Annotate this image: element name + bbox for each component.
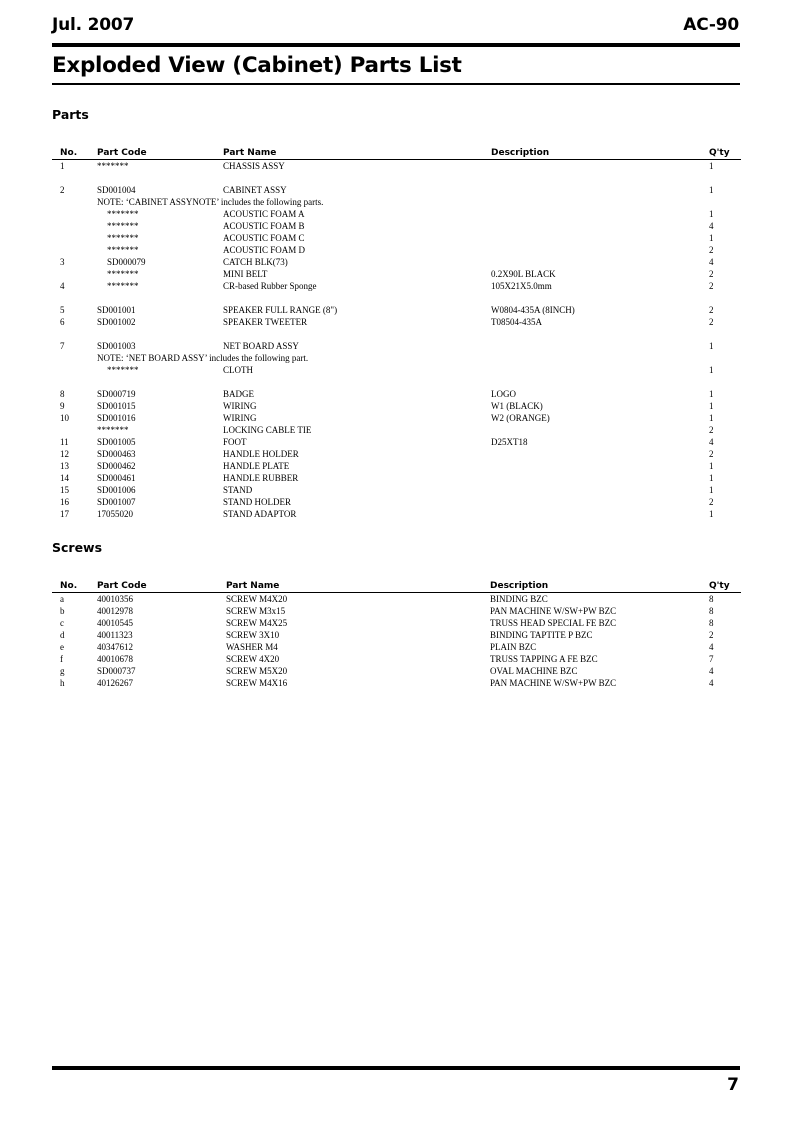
part-code: ******* — [97, 425, 129, 435]
part-qty: 4 — [709, 257, 714, 267]
part-description: W0804-435A (8INCH) — [491, 305, 575, 315]
part-description: W2 (ORANGE) — [491, 413, 550, 423]
screw-description: TRUSS HEAD SPECIAL FE BZC — [490, 618, 617, 628]
part-code: SD001001 — [97, 305, 136, 315]
part-code: SD001004 — [97, 185, 136, 195]
table-row — [0, 472, 793, 484]
table-row — [0, 316, 793, 328]
screw-qty: 7 — [709, 654, 714, 664]
screw-name: SCREW M4X20 — [226, 594, 288, 604]
part-code: SD001002 — [97, 317, 136, 327]
part-qty: 1 — [709, 365, 714, 375]
part-code: SD000719 — [97, 389, 136, 399]
part-code: SD000462 — [97, 461, 136, 471]
parts-note-row — [0, 352, 793, 364]
table-row — [0, 304, 793, 316]
part-no: 5 — [60, 305, 65, 315]
part-description: 0.2X90L BLACK — [491, 269, 556, 279]
part-name: WIRING — [223, 413, 257, 423]
table-row — [0, 220, 793, 232]
part-name: FOOT — [223, 437, 247, 447]
screw-no: g — [60, 666, 65, 676]
parts-col-no: No. — [60, 148, 78, 158]
parts-col-qty: Q'ty — [709, 148, 730, 158]
part-qty: 1 — [709, 209, 714, 219]
part-name: CR-based Rubber Sponge — [223, 281, 317, 291]
screw-code: 40010678 — [97, 654, 133, 664]
table-row — [0, 340, 793, 352]
part-description: 105X21X5.0mm — [491, 281, 552, 291]
part-qty: 1 — [709, 461, 714, 471]
part-qty: 1 — [709, 485, 714, 495]
part-qty: 1 — [709, 413, 714, 423]
part-qty: 1 — [709, 389, 714, 399]
screw-description: TRUSS TAPPING A FE BZC — [490, 654, 598, 664]
part-qty: 1 — [709, 161, 714, 171]
table-row — [0, 160, 793, 172]
table-row — [0, 460, 793, 472]
screws-col-desc: Description — [490, 581, 549, 591]
part-qty: 2 — [709, 269, 714, 279]
part-no: 9 — [60, 401, 65, 411]
screw-description: PAN MACHINE W/SW+PW BZC — [490, 678, 617, 688]
table-row — [0, 496, 793, 508]
part-no: 6 — [60, 317, 65, 327]
table-row — [0, 256, 793, 268]
table-row — [0, 605, 793, 617]
part-code: ******* — [107, 245, 139, 255]
parts-col-code: Part Code — [97, 148, 147, 158]
table-row — [0, 364, 793, 376]
screw-description: BINDING BZC — [490, 594, 548, 604]
screw-name: SCREW 3X10 — [226, 630, 280, 640]
screw-no: f — [60, 654, 63, 664]
part-code: SD000463 — [97, 449, 136, 459]
screw-code: 40010545 — [97, 618, 133, 628]
part-name: HANDLE PLATE — [223, 461, 290, 471]
part-description: T08504-435A — [491, 317, 542, 327]
screw-qty: 8 — [709, 594, 714, 604]
part-name: ACOUSTIC FOAM C — [223, 233, 305, 243]
part-no: 2 — [60, 185, 65, 195]
part-name: MINI BELT — [223, 269, 268, 279]
part-no: 14 — [60, 473, 69, 483]
header-model: AC-90 — [683, 15, 739, 35]
part-no: 17 — [60, 509, 69, 519]
part-description: D25XT18 — [491, 437, 528, 447]
part-code: SD001005 — [97, 437, 136, 447]
part-qty: 4 — [709, 437, 714, 447]
table-row — [0, 665, 793, 677]
part-code: ******* — [97, 161, 129, 171]
screws-section-title: Screws — [52, 540, 103, 555]
part-no: 15 — [60, 485, 69, 495]
screw-no: e — [60, 642, 64, 652]
part-code: SD001015 — [97, 401, 136, 411]
table-row — [0, 400, 793, 412]
table-row — [0, 641, 793, 653]
part-name: BADGE — [223, 389, 254, 399]
table-row — [0, 653, 793, 665]
part-code: SD001003 — [97, 341, 136, 351]
part-name: LOCKING CABLE TIE — [223, 425, 312, 435]
part-no: 1 — [60, 161, 65, 171]
part-qty: 2 — [709, 497, 714, 507]
parts-col-desc: Description — [491, 148, 550, 158]
part-name: CATCH BLK(73) — [223, 257, 288, 267]
table-row — [0, 388, 793, 400]
part-name: ACOUSTIC FOAM A — [223, 209, 305, 219]
table-row — [0, 448, 793, 460]
part-name: STAND — [223, 485, 253, 495]
part-name: STAND ADAPTOR — [223, 509, 297, 519]
screw-qty: 4 — [709, 666, 714, 676]
part-code: SD001007 — [97, 497, 136, 507]
screw-no: c — [60, 618, 64, 628]
table-row — [0, 280, 793, 292]
page-title: Exploded View (Cabinet) Parts List — [52, 53, 462, 78]
part-qty: 2 — [709, 245, 714, 255]
part-qty: 1 — [709, 509, 714, 519]
screw-qty: 8 — [709, 618, 714, 628]
page-number: 7 — [727, 1075, 739, 1095]
screws-col-name: Part Name — [226, 581, 280, 591]
screw-description: BINDING TAPTITE P BZC — [490, 630, 593, 640]
screw-code: 40011323 — [97, 630, 133, 640]
screw-no: h — [60, 678, 65, 688]
part-qty: 2 — [709, 449, 714, 459]
part-name: SPEAKER FULL RANGE (8") — [223, 305, 338, 315]
screw-qty: 8 — [709, 606, 714, 616]
parts-note-row — [0, 196, 793, 208]
screw-no: d — [60, 630, 65, 640]
part-description: W1 (BLACK) — [491, 401, 543, 411]
part-code: 17055020 — [97, 509, 133, 519]
part-no: 11 — [60, 437, 69, 447]
screw-name: SCREW M4X25 — [226, 618, 288, 628]
screw-description: OVAL MACHINE BZC — [490, 666, 578, 676]
part-qty: 2 — [709, 305, 714, 315]
parts-section-title: Parts — [52, 107, 89, 122]
table-row — [0, 208, 793, 220]
part-no: 8 — [60, 389, 65, 399]
screw-description: PAN MACHINE W/SW+PW BZC — [490, 606, 617, 616]
part-name: CLOTH — [223, 365, 253, 375]
screws-col-no: No. — [60, 581, 78, 591]
part-name: CABINET ASSY — [223, 185, 287, 195]
part-code: SD001016 — [97, 413, 136, 423]
part-name: HANDLE RUBBER — [223, 473, 299, 483]
screw-name: SCREW M3x15 — [226, 606, 286, 616]
part-code: SD000079 — [107, 257, 146, 267]
table-row — [0, 677, 793, 689]
table-row — [0, 184, 793, 196]
table-row — [0, 232, 793, 244]
table-row — [0, 508, 793, 520]
screws-col-code: Part Code — [97, 581, 147, 591]
screw-code: 40347612 — [97, 642, 133, 652]
header-rule-bottom — [52, 83, 740, 85]
part-code: ******* — [107, 233, 139, 243]
part-no: 12 — [60, 449, 69, 459]
table-row — [0, 629, 793, 641]
note-text: NOTE: ‘CABINET ASSYNOTE’ includes the following parts. — [97, 197, 324, 207]
screw-name: SCREW 4X20 — [226, 654, 280, 664]
part-code: ******* — [107, 281, 139, 291]
screw-qty: 2 — [709, 630, 714, 640]
screw-qty: 4 — [709, 642, 714, 652]
part-qty: 2 — [709, 317, 714, 327]
part-code: ******* — [107, 365, 139, 375]
part-no: 4 — [60, 281, 65, 291]
screw-name: SCREW M4X16 — [226, 678, 288, 688]
screw-code: SD000737 — [97, 666, 136, 676]
table-row — [0, 412, 793, 424]
part-name: CHASSIS ASSY — [223, 161, 285, 171]
screw-code: 40010356 — [97, 594, 133, 604]
part-qty: 2 — [709, 281, 714, 291]
table-row — [0, 484, 793, 496]
part-qty: 1 — [709, 341, 714, 351]
part-name: HANDLE HOLDER — [223, 449, 299, 459]
part-qty: 1 — [709, 473, 714, 483]
screw-no: a — [60, 594, 64, 604]
table-row — [0, 244, 793, 256]
part-code: SD001006 — [97, 485, 136, 495]
part-name: NET BOARD ASSY — [223, 341, 299, 351]
screw-name: SCREW M5X20 — [226, 666, 288, 676]
part-no: 10 — [60, 413, 69, 423]
part-code: SD000461 — [97, 473, 136, 483]
header-date: Jul. 2007 — [52, 15, 135, 35]
part-name: WIRING — [223, 401, 257, 411]
part-no: 7 — [60, 341, 65, 351]
screw-code: 40012978 — [97, 606, 133, 616]
part-qty: 1 — [709, 185, 714, 195]
part-no: 3 — [60, 257, 65, 267]
part-code: ******* — [107, 269, 139, 279]
part-qty: 1 — [709, 401, 714, 411]
screw-code: 40126267 — [97, 678, 133, 688]
table-row — [0, 424, 793, 436]
part-name: STAND HOLDER — [223, 497, 292, 507]
header-rule-top — [52, 43, 740, 47]
part-name: ACOUSTIC FOAM D — [223, 245, 306, 255]
part-name: ACOUSTIC FOAM B — [223, 221, 305, 231]
table-row — [0, 617, 793, 629]
part-no: 13 — [60, 461, 69, 471]
table-row — [0, 268, 793, 280]
screw-qty: 4 — [709, 678, 714, 688]
part-qty: 2 — [709, 425, 714, 435]
table-row — [0, 593, 793, 605]
screw-description: PLAIN BZC — [490, 642, 537, 652]
part-description: LOGO — [491, 389, 516, 399]
part-code: ******* — [107, 209, 139, 219]
part-qty: 1 — [709, 233, 714, 243]
screw-no: b — [60, 606, 65, 616]
parts-col-name: Part Name — [223, 148, 277, 158]
note-text: NOTE: ‘NET BOARD ASSY’ includes the following part. — [97, 353, 309, 363]
part-name: SPEAKER TWEETER — [223, 317, 308, 327]
table-row — [0, 436, 793, 448]
footer-rule — [52, 1066, 740, 1070]
part-no: 16 — [60, 497, 69, 507]
screw-name: WASHER M4 — [226, 642, 278, 652]
screws-col-qty: Q'ty — [709, 581, 730, 591]
part-code: ******* — [107, 221, 139, 231]
part-qty: 4 — [709, 221, 714, 231]
